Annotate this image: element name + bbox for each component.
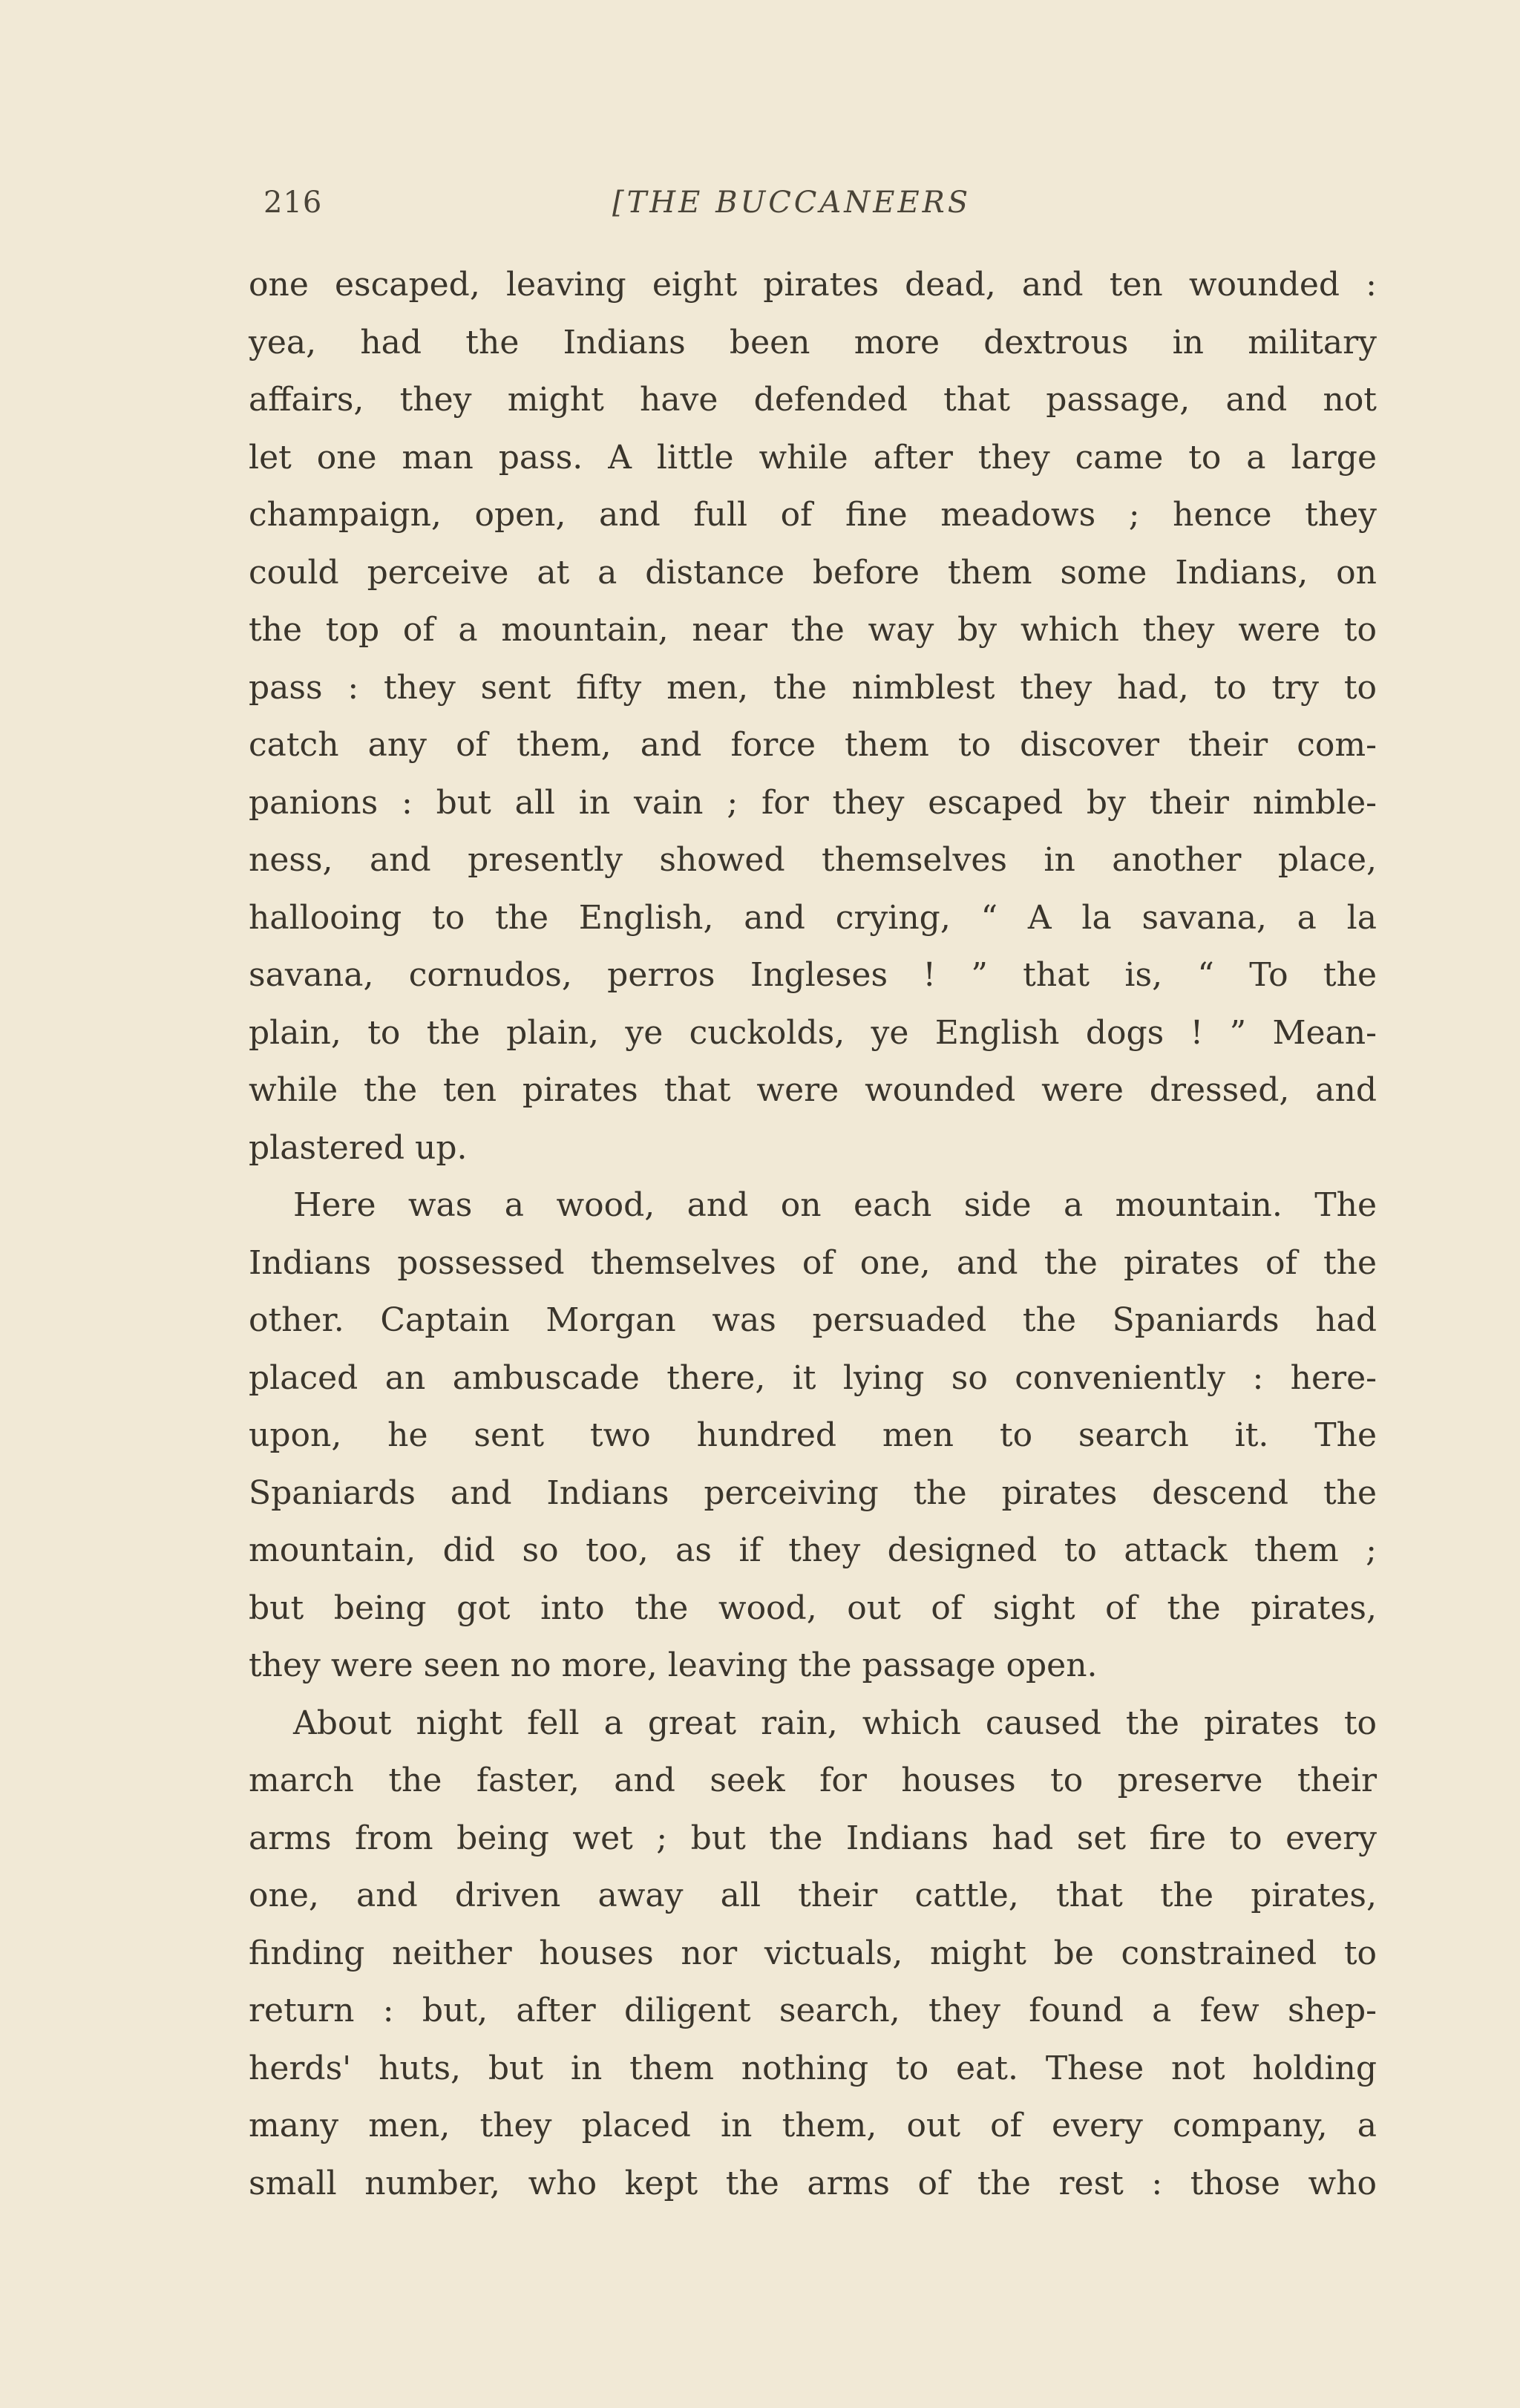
- body-text: [249, 256, 1377, 2212]
- text-line: About night fell a great rain, which caused the pirates to: [293, 1704, 1377, 1742]
- text-line: while the ten pirates that were wounded were dressed, and: [249, 1071, 1377, 1109]
- text-line: panions : but all in vain ; for they escaped by their nimble-: [249, 783, 1377, 822]
- text-line: pass : they sent fifty men, the nimblest they had, to try to: [249, 668, 1377, 707]
- text-line: they were seen no more, leaving the passage open.: [249, 1646, 1098, 1684]
- text-line: upon, he sent two hundred men to search it. The: [249, 1416, 1377, 1454]
- text-line: but being got into the wood, out of sight of the pirates,: [249, 1589, 1377, 1627]
- text-line: herds' huts, but in them nothing to eat. These not holding: [249, 2049, 1377, 2087]
- page-number: 216: [263, 186, 323, 220]
- text-line: ness, and presently showed themselves in another place,: [249, 841, 1377, 879]
- text-line: other. Captain Morgan was persuaded the Spaniards had: [249, 1301, 1377, 1339]
- running-title: [THE BUCCANEERS: [612, 186, 972, 220]
- running-head: [263, 186, 1035, 230]
- text-line: hallooing to the English, and crying, “ A la savana, a la: [249, 898, 1377, 937]
- text-line: affairs, they might have defended that passage, and not: [249, 381, 1377, 419]
- text-line: Here was a wood, and on each side a mountain. The: [293, 1186, 1377, 1224]
- text-line: placed an ambuscade there, it lying so conveniently : here-: [249, 1358, 1377, 1397]
- text-line: catch any of them, and force them to discover their com-: [249, 726, 1377, 764]
- text-line: many men, they placed in them, out of every company, a: [249, 2107, 1377, 2144]
- text-line: small number, who kept the arms of the rest : those who: [249, 2164, 1377, 2202]
- text-line: savana, cornudos, perros Ingleses ! ” that is, “ To the: [249, 956, 1377, 994]
- text-line: Indians possessed themselves of one, and the pirates of the: [249, 1243, 1377, 1282]
- text-line: plastered up.: [249, 1128, 468, 1167]
- text-line: finding neither houses nor victuals, might be constrained to: [249, 1934, 1377, 1972]
- text-line: arms from being wet ; but the Indians had set fire to every: [249, 1819, 1377, 1857]
- text-line: the top of a mountain, near the way by which they were to: [249, 611, 1377, 649]
- text-line: march the faster, and seek for houses to preserve their: [249, 1761, 1377, 1799]
- text-line: could perceive at a distance before them some Indians, on: [249, 553, 1377, 592]
- text-line: mountain, did so too, as if they designed to attack them ;: [249, 1531, 1377, 1569]
- text-line: return : but, after diligent search, they found a few shep-: [249, 1992, 1377, 2029]
- text-line: let one man pass. A little while after they came to a large: [249, 438, 1377, 477]
- text-line: Spaniards and Indians perceiving the pirates descend the: [249, 1473, 1377, 1512]
- text-line: one escaped, leaving eight pirates dead, and ten wounded :: [249, 266, 1377, 304]
- text-line: one, and driven away all their cattle, that the pirates,: [249, 1877, 1377, 1914]
- text-line: plain, to the plain, ye cuckolds, ye English dogs ! ” Mean-: [249, 1013, 1377, 1052]
- text-line: champaign, open, and full of fine meadows ; hence they: [249, 496, 1377, 534]
- text-line: yea, had the Indians been more dextrous in military: [249, 323, 1377, 361]
